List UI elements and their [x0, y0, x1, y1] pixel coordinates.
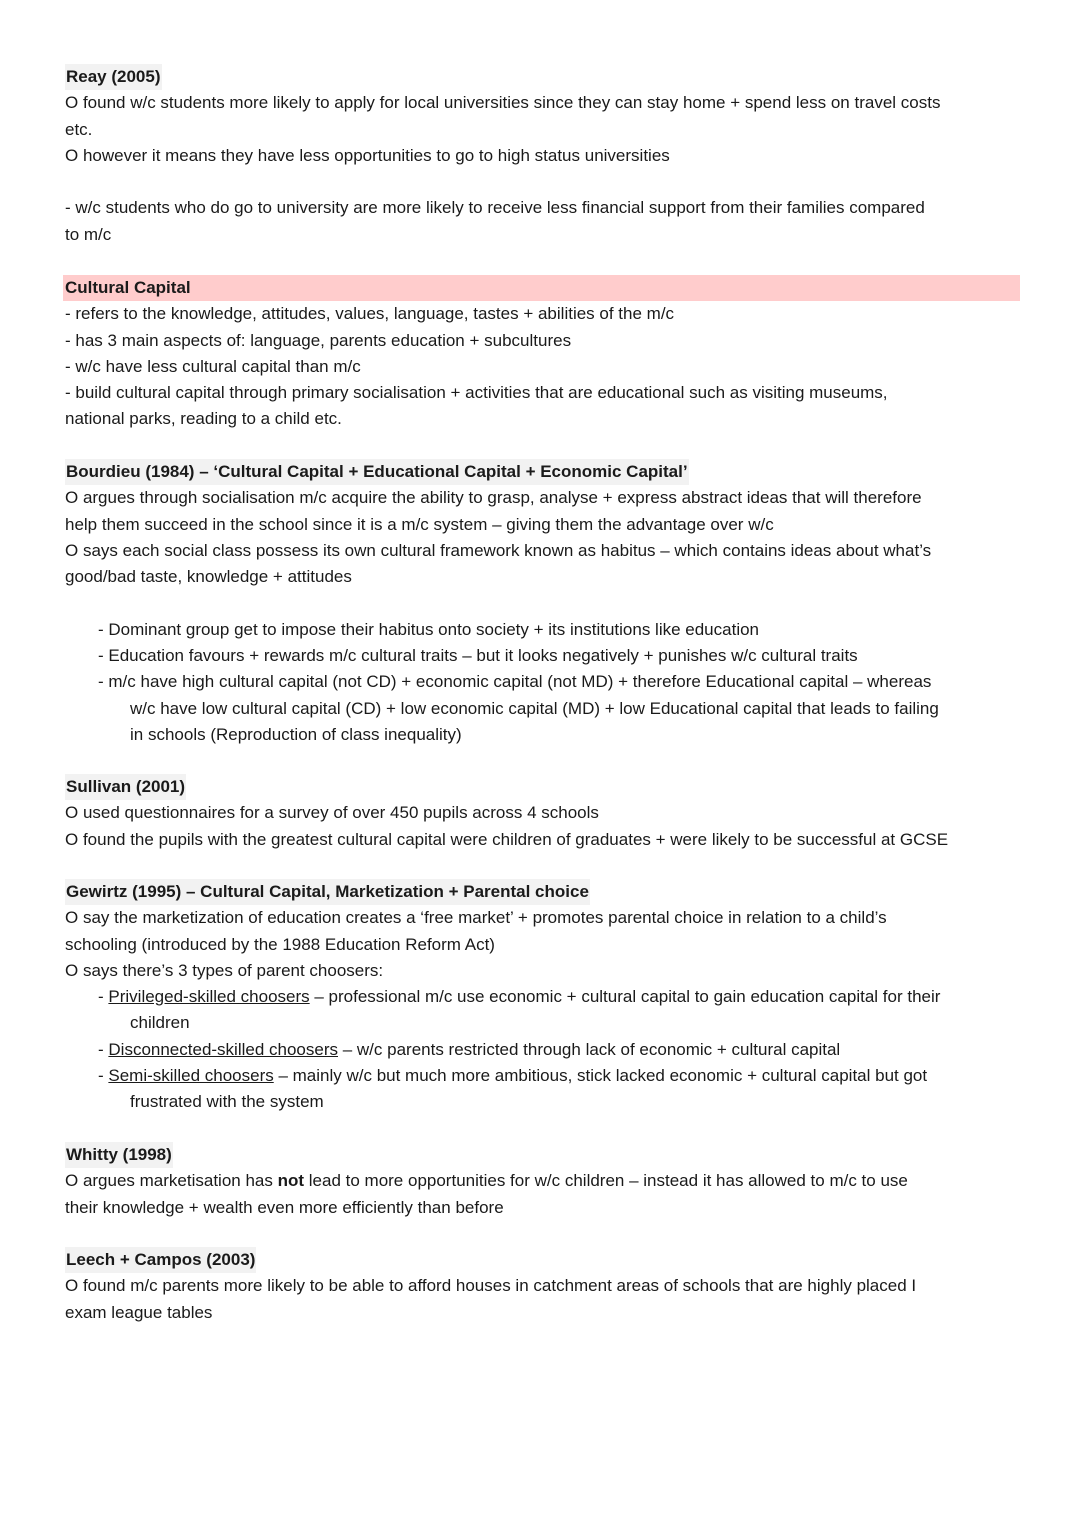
bullet-item: national parks, reading to a child etc.: [65, 409, 342, 429]
chooser-text: – mainly w/c but much more ambitious, stick lacked economic + cultural capital but got: [273, 1066, 928, 1086]
section-leech-campos: [65, 1247, 1020, 1326]
section-heading: Whitty (1998): [65, 1142, 173, 1168]
chooser-term: Disconnected-skilled choosers: [108, 1039, 338, 1059]
bullet-item: - build cultural capital through primary socialisation + activities that are educational such as visiting museums,: [65, 383, 888, 403]
bold-word: not: [277, 1171, 305, 1191]
chooser-item: - Privileged-skilled choosers – professional m/c use economic + cultural capital to gain education capital for their: [98, 987, 941, 1007]
paragraph: exam league tables: [65, 1302, 213, 1322]
paragraph: O found w/c students more likely to apply for local universities since they can stay home + spend less on travel costs: [65, 93, 941, 113]
section-sullivan: [65, 774, 1020, 853]
text-run: O argues marketisation has: [65, 1171, 278, 1191]
paragraph: schooling (introduced by the 1988 Education Reform Act): [65, 934, 495, 954]
chooser-text: children: [130, 1013, 190, 1033]
paragraph: O however it means they have less opportunities to go to high status universities: [65, 145, 670, 165]
chooser-text: – w/c parents restricted through lack of economic + cultural capital: [338, 1039, 841, 1059]
chooser-text: – professional m/c use economic + cultural capital to gain education capital for their: [309, 987, 941, 1007]
section-heading: Cultural Capital: [65, 278, 191, 297]
paragraph: O say the marketization of education creates a ‘free market’ + promotes parental choice in relation to a child’s: [65, 908, 887, 928]
bullet-item: in schools (Reproduction of class inequality): [130, 724, 462, 744]
bullet-item: - Education favours + rewards m/c cultural traits – but it looks negatively + punishes w/c cultural traits: [98, 646, 858, 666]
bullet-item: - w/c have less cultural capital than m/c: [65, 356, 361, 376]
chooser-term: Privileged-skilled choosers: [108, 987, 310, 1007]
highlighted-heading-band: [63, 275, 1020, 301]
paragraph: - w/c students who do go to university are more likely to receive less financial support from their families compared: [65, 198, 925, 218]
paragraph: their knowledge + wealth even more efficiently than before: [65, 1197, 504, 1217]
chooser-item: - Semi-skilled choosers – mainly w/c but much more ambitious, stick lacked economic + cultural capital but got: [98, 1066, 928, 1086]
paragraph: etc.: [65, 119, 93, 139]
bullet-item: - refers to the knowledge, attitudes, values, language, tastes + abilities of the m/c: [65, 304, 675, 324]
paragraph: O found m/c parents more likely to be able to afford houses in catchment areas of schools that are highly placed I: [65, 1276, 917, 1296]
section-bourdieu: [65, 459, 1020, 748]
chooser-item: - Disconnected-skilled choosers – w/c parents restricted through lack of economic + cultural capital: [98, 1039, 841, 1059]
bullet-item: - Dominant group get to impose their habitus onto society + its institutions like education: [98, 619, 759, 639]
paragraph: good/bad taste, knowledge + attitudes: [65, 567, 352, 587]
bullet-item: - m/c have high cultural capital (not CD) + economic capital (not MD) + therefore Educational capital – whereas: [98, 672, 932, 692]
text-run: lead to more opportunities for w/c children – instead it has allowed to m/c to use: [304, 1171, 908, 1191]
section-reay: [65, 64, 1020, 248]
paragraph: O found the pupils with the greatest cultural capital were children of graduates + were likely to be successful at GCSE: [65, 829, 949, 849]
section-whitty: [65, 1142, 1020, 1221]
paragraph: [65, 1168, 1020, 1194]
paragraph: O says each social class possess its own cultural framework known as habitus – which contains ideas about what’s: [65, 540, 932, 560]
section-heading: Sullivan (2001): [65, 774, 186, 800]
paragraph: to m/c: [65, 224, 112, 244]
section-gewirtz: [65, 879, 1020, 1116]
bullet-item: w/c have low cultural capital (CD) + low economic capital (MD) + low Educational capital that leads to failing: [130, 698, 939, 718]
paragraph: O says there’s 3 types of parent choosers:: [65, 960, 384, 980]
bullet-item: - has 3 main aspects of: language, parents education + subcultures: [65, 330, 572, 350]
section-cultural-capital: [65, 275, 1020, 433]
paragraph: O used questionnaires for a survey of over 450 pupils across 4 schools: [65, 803, 599, 823]
chooser-term: Semi-skilled choosers: [108, 1066, 274, 1086]
section-heading: Reay (2005): [65, 64, 162, 90]
section-heading: Leech + Campos (2003): [65, 1247, 256, 1273]
chooser-text: frustrated with the system: [130, 1092, 324, 1112]
section-heading: Bourdieu (1984) – ‘Cultural Capital + Educational Capital + Economic Capital’: [65, 459, 689, 485]
paragraph: O argues through socialisation m/c acquire the ability to grasp, analyse + express abstract ideas that will therefore: [65, 488, 922, 508]
paragraph: help them succeed in the school since it is a m/c system – giving them the advantage over w/c: [65, 514, 774, 534]
section-heading: Gewirtz (1995) – Cultural Capital, Marketization + Parental choice: [65, 879, 590, 905]
